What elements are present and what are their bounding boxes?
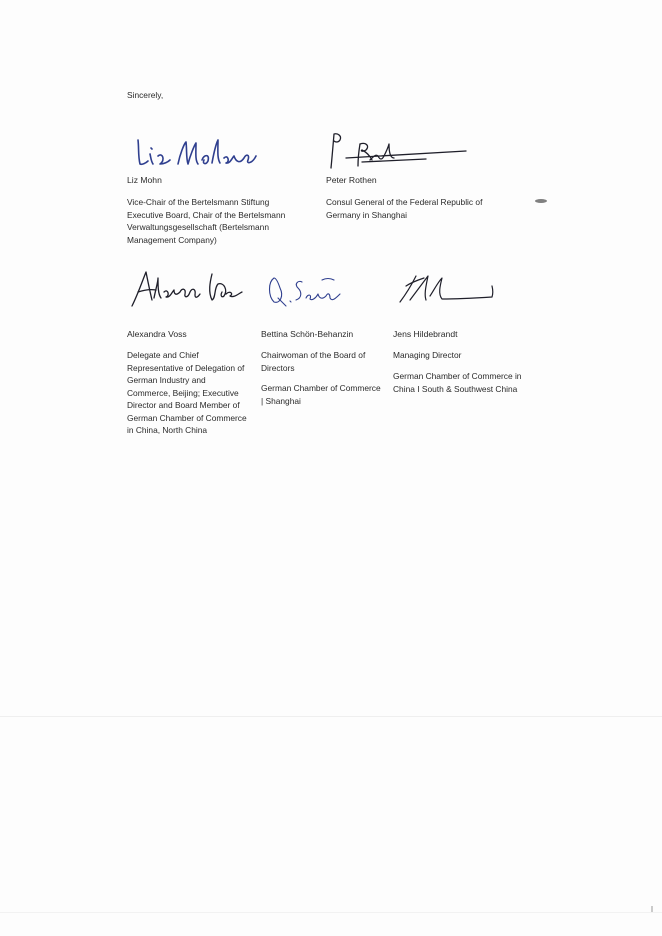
signature-bettina-schoen-behanzin — [264, 272, 346, 308]
signatory-name: Peter Rothen — [326, 175, 377, 185]
org-line: | Shanghai — [261, 395, 301, 406]
org-line: German Chamber of Commerce in — [393, 371, 522, 381]
title-line: Commerce, Beijing; Executive — [127, 387, 239, 398]
scan-speck — [651, 906, 653, 912]
title-line: Consul General of the Federal Republic of — [326, 197, 483, 207]
scan-line — [0, 716, 662, 717]
org-line: China I South & Southwest China — [393, 383, 518, 394]
title-line: Verwaltungsgesellschaft (Bertelsmann — [127, 222, 269, 232]
title-line: German Chamber of Commerce — [127, 412, 247, 423]
signature-jens-hildebrandt — [396, 272, 498, 306]
scan-speck — [535, 199, 547, 203]
title-line: Executive Board, Chair of the Bertelsmann — [127, 209, 286, 220]
title-line: Delegate and Chief — [127, 350, 199, 360]
scan-line — [0, 912, 662, 913]
signature-liz-mohn — [132, 134, 262, 170]
title-line: Germany in Shanghai — [326, 209, 408, 220]
signatory-name: Alexandra Voss — [127, 329, 187, 339]
title-line: Vice-Chair of the Bertelsmann Stiftung — [127, 197, 270, 207]
title-line: Managing Director — [393, 350, 462, 360]
title-line: Representative of Delegation of — [127, 362, 245, 373]
title-line: Director and Board Member of — [127, 400, 240, 410]
signatory-name: Liz Mohn — [127, 175, 162, 185]
title-line: Management Company) — [127, 234, 217, 245]
signature-peter-rothen — [326, 130, 471, 172]
title-line: German Industry and — [127, 375, 206, 385]
signatory-name: Bettina Schön-Behanzin — [261, 329, 354, 339]
title-line: in China, North China — [127, 425, 208, 435]
title-line: Chairwoman of the Board of — [261, 350, 366, 360]
title-line: Directors — [261, 362, 295, 373]
org-line: German Chamber of Commerce — [261, 383, 381, 393]
closing-text: Sincerely, — [127, 90, 164, 100]
signatory-name: Jens Hildebrandt — [393, 329, 458, 339]
signature-alexandra-voss — [128, 268, 246, 310]
